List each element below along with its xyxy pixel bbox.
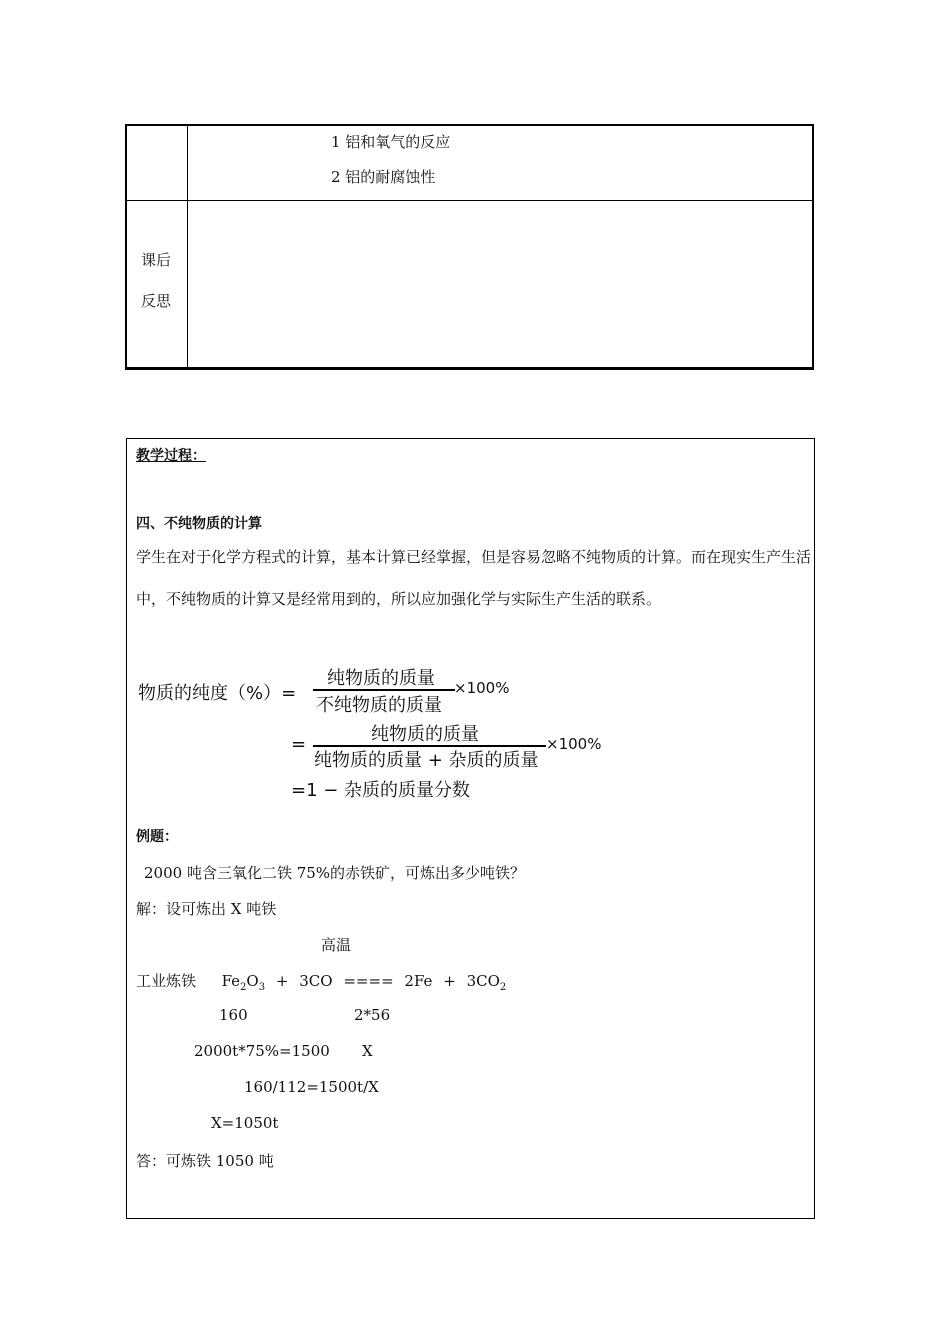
intro-paragraph: 学生在对于化学方程式的计算，基本计算已经掌握，但是容易忽略不纯物质的计算。而在现实生产生活中，不纯物质的计算又是经常用到的，所以应加强化学与实际生产生活的联系。 — [136, 548, 812, 608]
formula-line-3: =1 − 杂质的质量分数 — [291, 780, 471, 801]
example-question: 2000 吨含三氧化二铁 75%的赤铁矿，可炼出多少吨铁？ — [144, 864, 526, 882]
equation-product-1: 2Fe — [404, 972, 433, 990]
reaction-condition: 高温 — [321, 936, 352, 954]
equation-reactant-1: $Fe_2O_3$ — [221, 972, 266, 993]
result-value: X=1050t — [211, 1114, 279, 1132]
section-title: 四、不纯物质的计算 — [136, 516, 262, 532]
formula-denominator-2: 纯物质的质量 + 杂质的质量 — [314, 750, 539, 771]
formula-times-2: ×100% — [546, 735, 602, 753]
ratio-equation: 160/112=1500t/X — [244, 1078, 379, 1096]
example-label: 例题： — [136, 829, 178, 845]
column-divider — [187, 126, 188, 367]
equation-label: 工业炼铁 — [136, 972, 197, 990]
formula-eq-2: = — [291, 734, 307, 755]
solution-intro: 解：设可炼出 X 吨铁 — [136, 900, 277, 918]
equation-row — [136, 970, 506, 993]
teaching-process-table — [126, 438, 815, 1219]
equation-arrow: ==== — [343, 972, 394, 990]
given-mass: 2000t*75%=1500 — [194, 1042, 330, 1060]
formula-lhs: 物质的纯度（%）= — [138, 683, 297, 704]
content-item-1: 1 铝和氧气的反应 — [331, 133, 451, 151]
formula-times-1: ×100% — [454, 679, 510, 697]
answer-line: 答：可炼铁 1050 吨 — [136, 1152, 274, 1170]
reflection-label-line-2: 反思 — [141, 292, 172, 310]
reflection-label-line-1: 课后 — [141, 251, 172, 269]
formula-numerator-2: 纯物质的质量 — [371, 724, 479, 745]
formula-denominator-1: 不纯物质的质量 — [316, 695, 442, 716]
equation-plus-2: + — [443, 972, 456, 990]
teaching-process-header: 教学过程： — [136, 448, 206, 464]
row-divider — [127, 200, 812, 201]
content-item-2: 2 铝的耐腐蚀性 — [331, 168, 436, 186]
equation-reactant-2: 3CO — [299, 972, 333, 990]
reflection-table — [125, 124, 814, 370]
unknown-mass: X — [362, 1042, 373, 1060]
equation-product-2: $3CO_2$ — [466, 972, 507, 993]
molar-mass-product: 2*56 — [354, 1006, 391, 1024]
molar-mass-reactant: 160 — [219, 1006, 248, 1024]
equation-plus-1: + — [275, 972, 289, 990]
formula-numerator-1: 纯物质的质量 — [327, 668, 435, 689]
